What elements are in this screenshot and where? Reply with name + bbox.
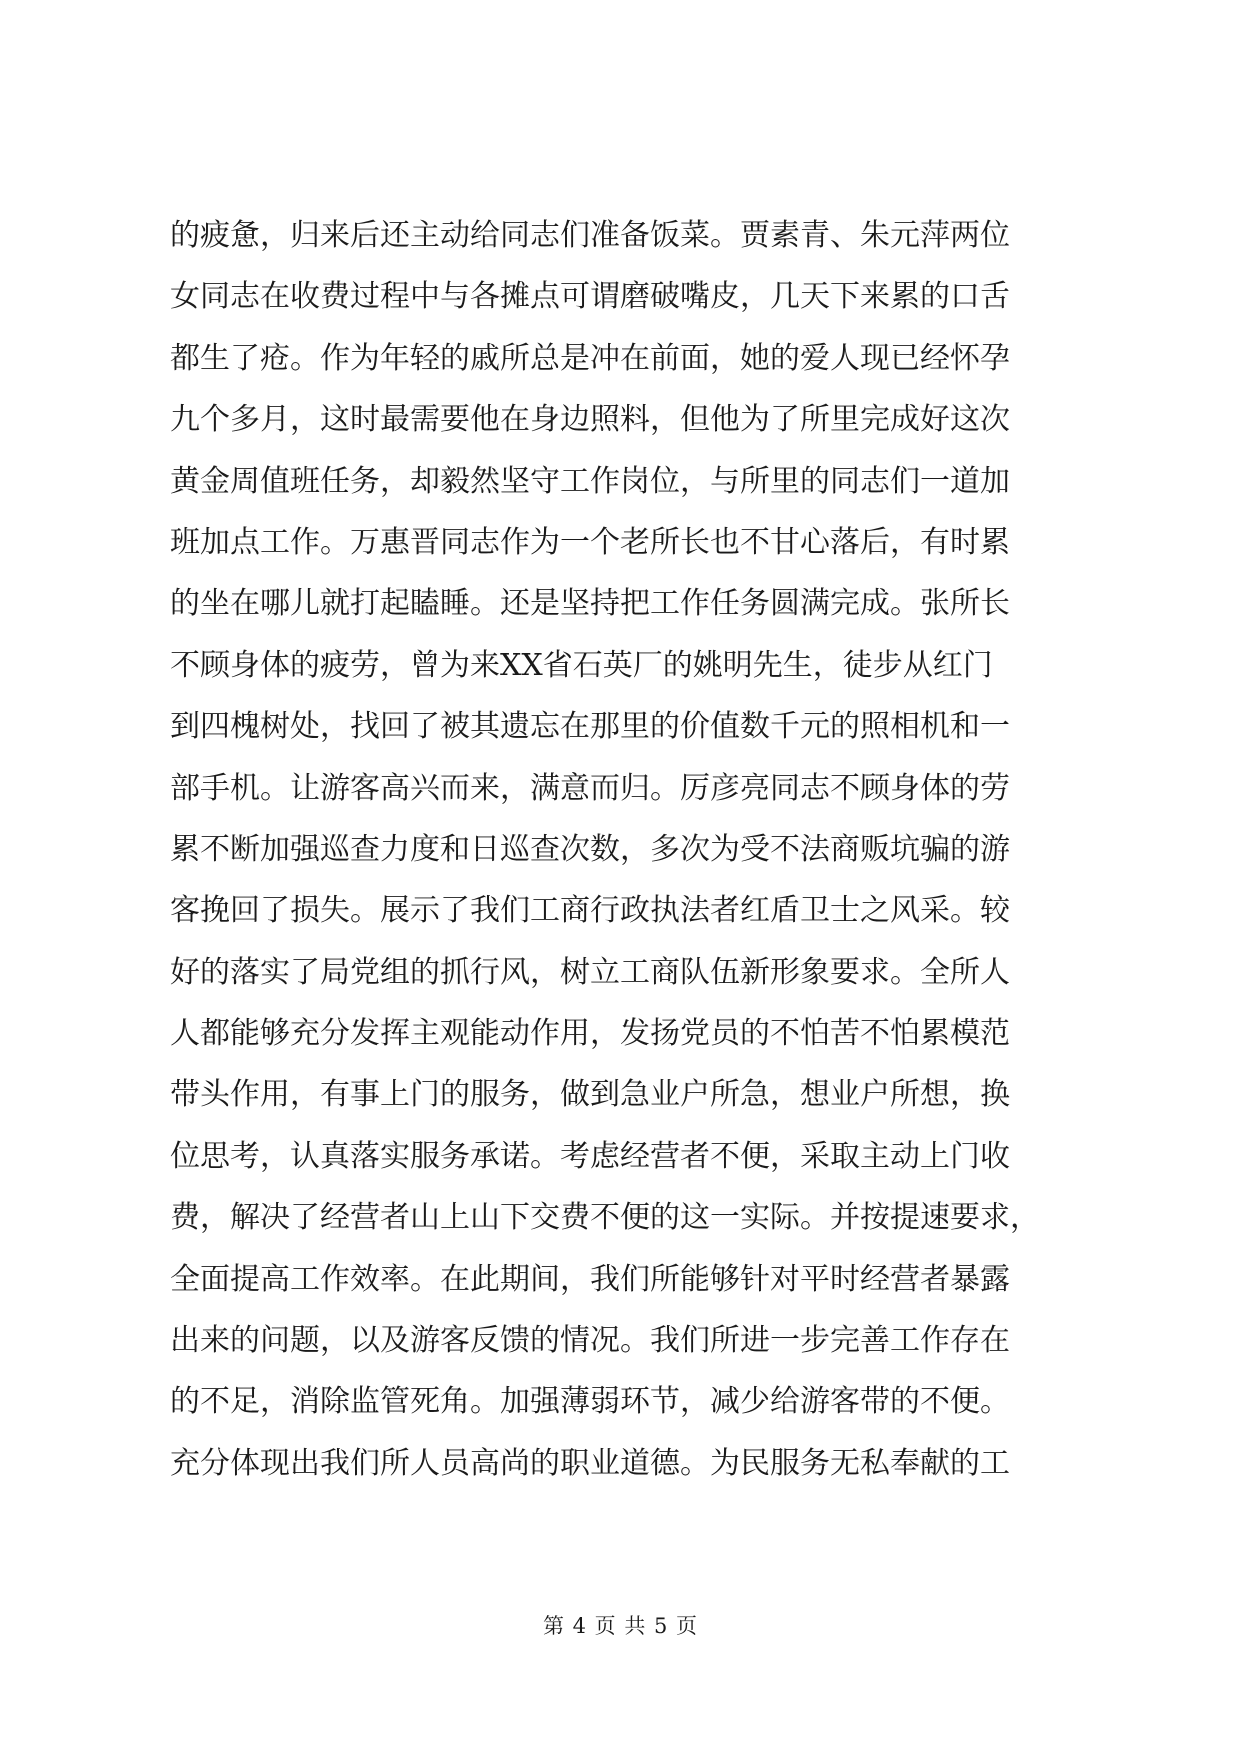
text-line: 的不足，消除监管死角。加强薄弱环节，减少给游客带的不便。 bbox=[170, 1384, 1010, 1420]
text-line: 九个多月，这时最需要他在身边照料，但他为了所里完成好这次 bbox=[170, 402, 1010, 438]
text-line: 累不断加强巡查力度和日巡查次数，多次为受不法商贩坑骗的游 bbox=[170, 831, 1010, 867]
text-line: 充分体现出我们所人员高尚的职业道德。为民服务无私奉献的工 bbox=[170, 1445, 1010, 1481]
text-line: 全面提高工作效率。在此期间，我们所能够针对平时经营者暴露 bbox=[170, 1261, 1010, 1297]
text-line: 好的落实了局党组的抓行风，树立工商队伍新形象要求。全所人 bbox=[170, 954, 1010, 990]
text-line: 黄金周值班任务，却毅然坚守工作岗位，与所里的同志们一道加 bbox=[170, 463, 1010, 499]
text-line: 到四槐树处，找回了被其遗忘在那里的价值数千元的照相机和一 bbox=[170, 709, 1010, 745]
text-line: 人都能够充分发挥主观能动作用，发扬党员的不怕苦不怕累模范 bbox=[170, 1016, 1010, 1052]
text-line: 女同志在收费过程中与各摊点可谓磨破嘴皮，几天下来累的口舌 bbox=[170, 279, 1010, 315]
text-line: 费，解决了经营者山上山下交费不便的这一实际。并按提速要求， bbox=[170, 1200, 1040, 1236]
text-line: 部手机。让游客高兴而来，满意而归。厉彦亮同志不顾身体的劳 bbox=[170, 770, 1010, 806]
text-line: 带头作用，有事上门的服务，做到急业户所急，想业户所想，换 bbox=[170, 1077, 1010, 1113]
body-text bbox=[170, 205, 1090, 1494]
page-footer: 第 4 页 共 5 页 bbox=[542, 1614, 699, 1638]
text-line: 班加点工作。万惠晋同志作为一个老所长也不甘心落后，有时累 bbox=[170, 524, 1010, 560]
text-line: 不顾身体的疲劳，曾为来XX省石英厂的姚明先生，徒步从红门 bbox=[170, 647, 993, 683]
text-line: 的疲惫，归来后还主动给同志们准备饭菜。贾素青、朱元萍两位 bbox=[170, 218, 1010, 253]
text-line: 位思考，认真落实服务承诺。考虑经营者不便，采取主动上门收 bbox=[170, 1138, 1010, 1174]
text-line: 的坐在哪儿就打起瞌睡。还是坚持把工作任务圆满完成。张所长 bbox=[170, 586, 1010, 622]
text-line: 客挽回了损失。展示了我们工商行政执法者红盾卫士之风采。较 bbox=[170, 893, 1010, 929]
text-line: 出来的问题，以及游客反馈的情况。我们所进一步完善工作存在 bbox=[170, 1323, 1010, 1359]
text-line: 都生了疮。作为年轻的戚所总是冲在前面，她的爱人现已经怀孕 bbox=[170, 340, 1010, 376]
